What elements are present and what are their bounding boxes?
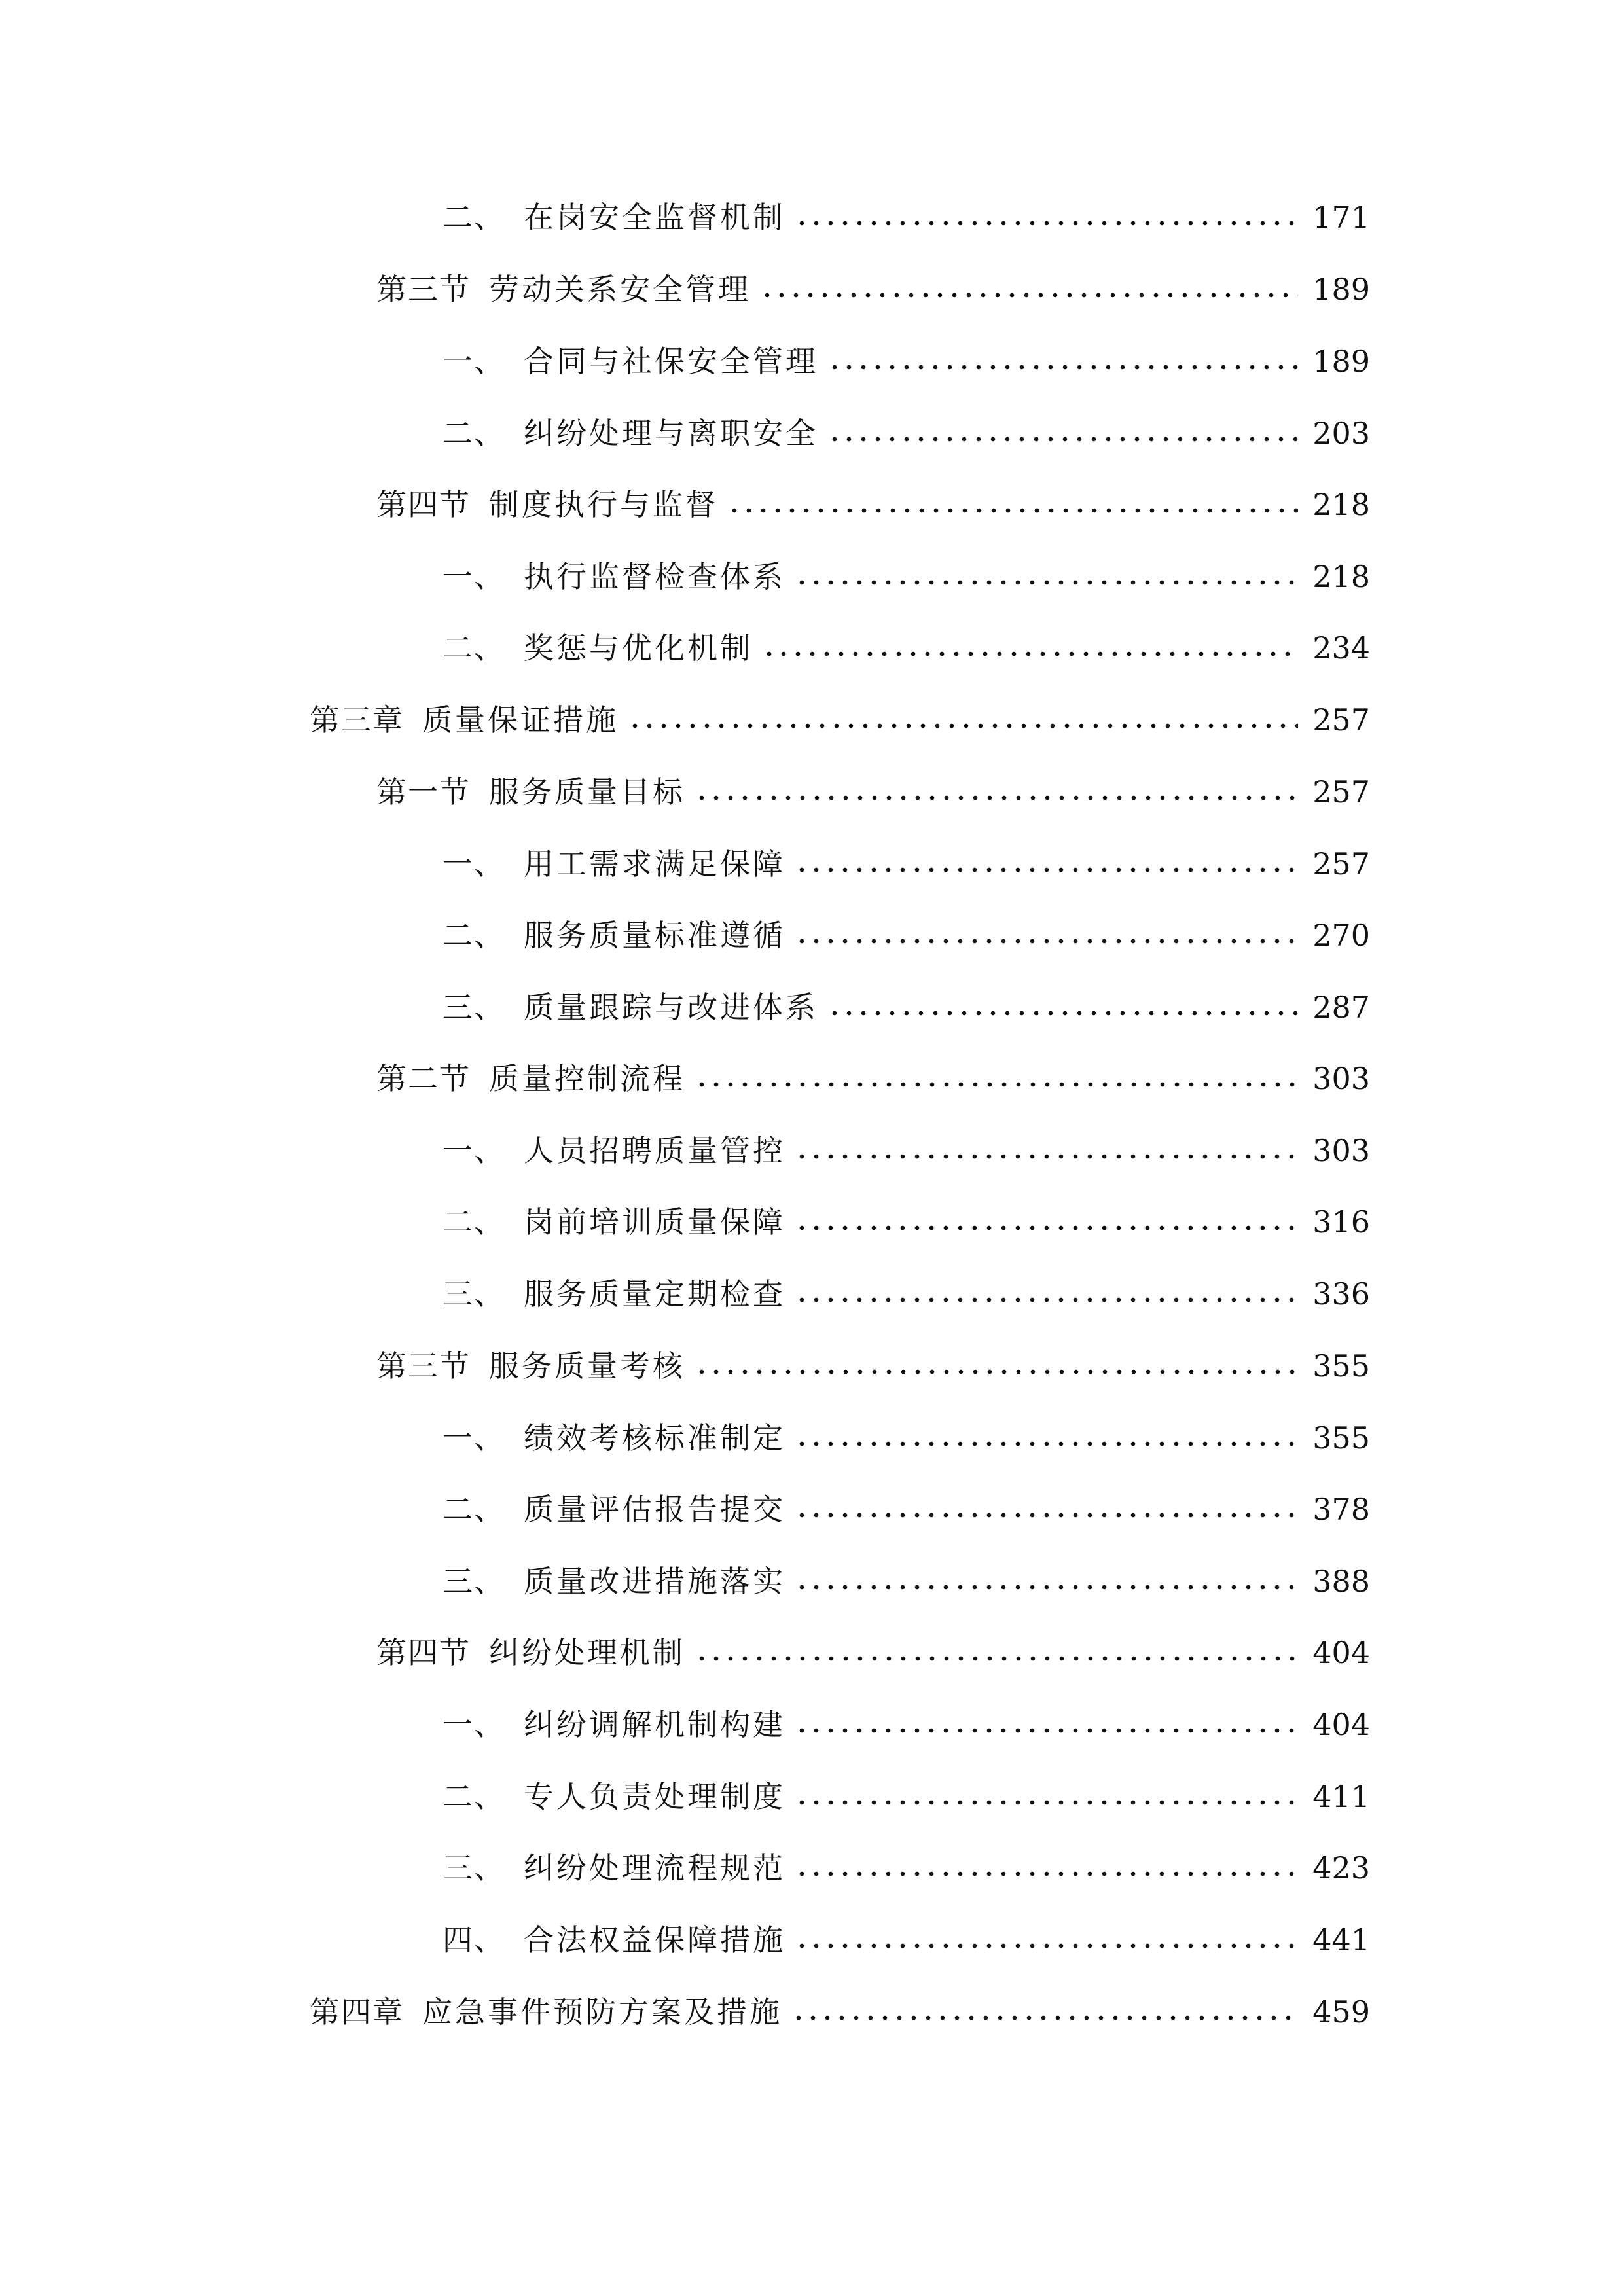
entry-title: 服务质量标准遵循 (524, 918, 785, 953)
entry-number: 第四节 (376, 1635, 471, 1670)
toc-entry[interactable] (376, 1626, 1370, 1679)
entry-number: 三、 (442, 1564, 505, 1599)
toc-entry[interactable] (376, 766, 1370, 818)
entry-page-number: 203 (1312, 416, 1370, 451)
entry-page-number: 423 (1312, 1850, 1370, 1886)
dot-leader (795, 579, 1298, 586)
entry-page-number: 234 (1312, 630, 1370, 666)
entry-page-number: 218 (1312, 559, 1370, 594)
entry-number: 二、 (442, 918, 505, 953)
entry-number: 四、 (442, 1922, 505, 1958)
toc-entry[interactable] (442, 1914, 1370, 1966)
entry-number: 三、 (442, 1276, 505, 1312)
entry-page-number: 316 (1312, 1204, 1370, 1240)
dot-leader (695, 1368, 1298, 1376)
toc-entry[interactable] (376, 478, 1370, 531)
dot-leader (795, 1799, 1298, 1806)
toc-entry[interactable] (442, 909, 1370, 961)
entry-title: 质量保证措施 (422, 702, 619, 738)
entry-number: 一、 (442, 1420, 505, 1456)
toc-entry[interactable] (442, 1412, 1370, 1464)
toc-entry[interactable] (376, 1340, 1370, 1392)
toc-entry[interactable] (442, 838, 1370, 890)
toc-entry[interactable] (442, 1483, 1370, 1535)
entry-page-number: 270 (1312, 918, 1370, 953)
entry-title: 质量评估报告提交 (524, 1492, 785, 1527)
entry-number: 一、 (442, 559, 505, 594)
entry-title: 服务质量考核 (489, 1348, 685, 1384)
entry-title: 质量改进措施落实 (524, 1564, 785, 1599)
entry-number: 一、 (442, 846, 505, 882)
entry-number: 三、 (442, 990, 505, 1025)
entry-page-number: 218 (1312, 487, 1370, 522)
dot-leader (827, 435, 1298, 443)
toc-entry[interactable] (442, 1124, 1370, 1177)
entry-number: 第四节 (376, 487, 471, 522)
toc-entry[interactable] (442, 407, 1370, 459)
entry-page-number: 257 (1312, 846, 1370, 882)
entry-title: 用工需求满足保障 (524, 846, 785, 882)
entry-page-number: 355 (1312, 1420, 1370, 1456)
entry-title: 合同与社保安全管理 (524, 344, 818, 379)
entry-page-number: 459 (1312, 1994, 1370, 2030)
entry-page-number: 189 (1312, 344, 1370, 379)
toc-entry[interactable] (442, 1268, 1370, 1320)
entry-title: 在岗安全监督机制 (524, 200, 785, 235)
entry-number: 第三节 (376, 272, 471, 307)
dot-leader (795, 1727, 1298, 1734)
entry-title: 质量控制流程 (489, 1061, 685, 1096)
entry-number: 一、 (442, 1707, 505, 1742)
entry-number: 二、 (442, 1779, 505, 1814)
dot-leader (760, 291, 1298, 299)
entry-title: 岗前培训质量保障 (524, 1204, 785, 1240)
entry-title: 服务质量定期检查 (524, 1276, 785, 1312)
entry-page-number: 287 (1312, 990, 1370, 1025)
entry-number: 三、 (442, 1850, 505, 1886)
toc-entry[interactable] (442, 1842, 1370, 1894)
entry-page-number: 404 (1312, 1635, 1370, 1670)
entry-page-number: 404 (1312, 1707, 1370, 1742)
dot-leader (695, 1655, 1298, 1662)
toc-entry[interactable] (442, 335, 1370, 387)
entry-page-number: 303 (1312, 1133, 1370, 1168)
entry-title: 劳动关系安全管理 (489, 272, 751, 307)
entry-number: 一、 (442, 1133, 505, 1168)
entry-title: 合法权益保障措施 (524, 1922, 785, 1958)
dot-leader (695, 794, 1298, 802)
dot-leader (795, 937, 1298, 945)
toc-entry[interactable] (442, 550, 1370, 603)
dot-leader (791, 2014, 1298, 2022)
entry-page-number: 189 (1312, 272, 1370, 307)
entry-page-number: 355 (1312, 1348, 1370, 1384)
entry-number: 一、 (442, 344, 505, 379)
dot-leader (695, 1081, 1298, 1088)
entry-number: 二、 (442, 1204, 505, 1240)
entry-page-number: 336 (1312, 1276, 1370, 1312)
entry-page-number: 257 (1312, 774, 1370, 810)
toc-entry[interactable] (442, 191, 1370, 243)
dot-leader (628, 722, 1298, 730)
toc-entry[interactable] (376, 1052, 1370, 1105)
entry-title: 纠纷处理流程规范 (524, 1850, 785, 1886)
toc-entry[interactable] (442, 1698, 1370, 1751)
dot-leader (795, 1870, 1298, 1878)
entry-number: 第三章 (310, 702, 404, 738)
entry-page-number: 388 (1312, 1564, 1370, 1599)
entry-page-number: 171 (1312, 200, 1370, 235)
toc-entry[interactable] (442, 981, 1370, 1033)
entry-number: 二、 (442, 630, 505, 666)
entry-title: 人员招聘质量管控 (524, 1133, 785, 1168)
entry-number: 二、 (442, 1492, 505, 1527)
entry-title: 制度执行与监督 (489, 487, 718, 522)
entry-title: 纠纷处理与离职安全 (524, 416, 818, 451)
dot-leader (795, 219, 1298, 227)
dot-leader (795, 1511, 1298, 1519)
entry-title: 专人负责处理制度 (524, 1779, 785, 1814)
entry-page-number: 303 (1312, 1061, 1370, 1096)
entry-page-number: 257 (1312, 702, 1370, 738)
toc-entry[interactable] (442, 1555, 1370, 1607)
entry-page-number: 441 (1312, 1922, 1370, 1958)
toc-entry[interactable] (310, 1986, 1370, 2038)
toc-entry[interactable] (376, 263, 1370, 315)
entry-number: 二、 (442, 416, 505, 451)
entry-title: 纠纷处理机制 (489, 1635, 685, 1670)
dot-leader (795, 1296, 1298, 1304)
entry-number: 第四章 (310, 1994, 404, 2030)
entry-title: 服务质量目标 (489, 774, 685, 810)
toc-entry[interactable] (442, 622, 1370, 674)
toc-entry[interactable] (442, 1770, 1370, 1823)
dot-leader (795, 1583, 1298, 1591)
entry-title: 质量跟踪与改进体系 (524, 990, 818, 1025)
entry-number: 第一节 (376, 774, 471, 810)
dot-leader (727, 507, 1298, 514)
toc-entry[interactable] (310, 694, 1370, 746)
entry-number: 第二节 (376, 1061, 471, 1096)
entry-title: 纠纷调解机制构建 (524, 1707, 785, 1742)
entry-title: 奖惩与优化机制 (524, 630, 753, 666)
dot-leader (827, 1009, 1298, 1017)
dot-leader (795, 1224, 1298, 1232)
dot-leader (795, 1153, 1298, 1160)
entry-page-number: 378 (1312, 1492, 1370, 1527)
entry-number: 第三节 (376, 1348, 471, 1384)
dot-leader (795, 1942, 1298, 1950)
toc-entry[interactable] (442, 1196, 1370, 1248)
entry-title: 应急事件预防方案及措施 (422, 1994, 782, 2030)
dot-leader (762, 650, 1298, 658)
entry-number: 二、 (442, 200, 505, 235)
dot-leader (795, 1440, 1298, 1448)
entry-page-number: 411 (1312, 1779, 1370, 1814)
dot-leader (827, 363, 1298, 371)
dot-leader (795, 866, 1298, 874)
entry-title: 绩效考核标准制定 (524, 1420, 785, 1456)
entry-title: 执行监督检查体系 (524, 559, 785, 594)
